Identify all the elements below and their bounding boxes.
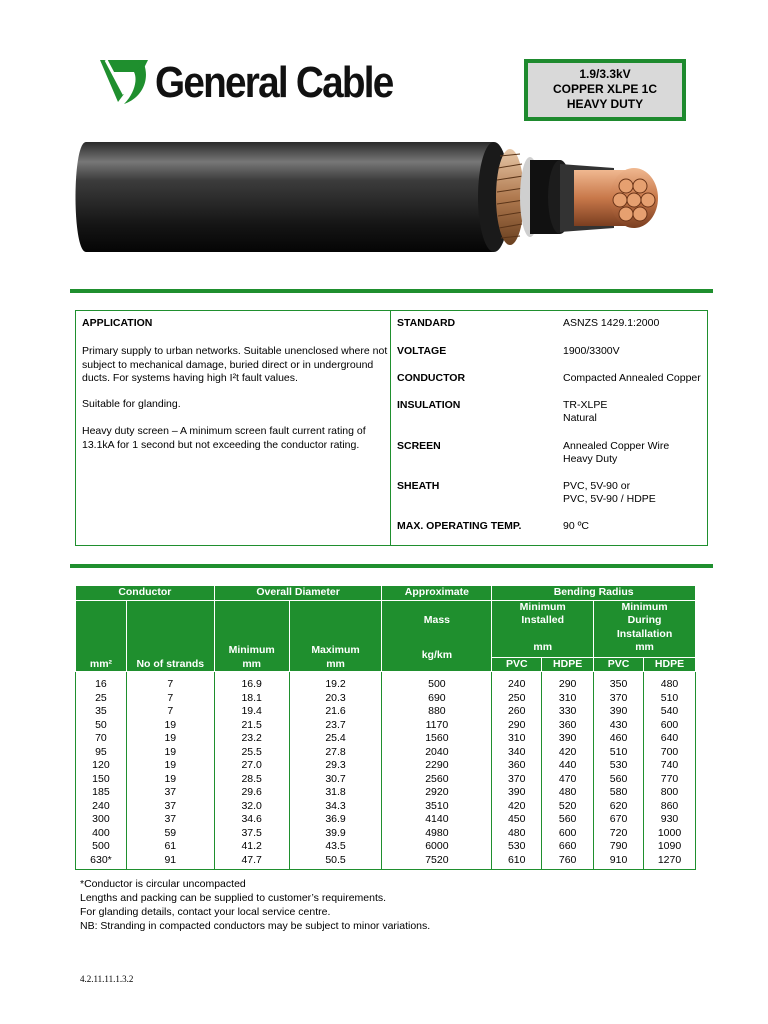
table-cell: 39.9 bbox=[289, 827, 382, 841]
table-cell: 290 bbox=[542, 672, 594, 692]
table-cell: 37 bbox=[126, 813, 214, 827]
table-cell: 690 bbox=[382, 692, 492, 706]
pvc-installed-header: PVC bbox=[492, 657, 542, 672]
spec-value: 90 ºC bbox=[563, 520, 590, 532]
table-cell: 530 bbox=[594, 759, 644, 773]
footnote: *Conductor is circular uncompacted bbox=[80, 878, 246, 890]
table-row bbox=[76, 773, 696, 787]
table-row bbox=[76, 854, 696, 870]
table-row bbox=[76, 692, 696, 706]
spec-value: 1900/3300V bbox=[563, 345, 620, 357]
table-cell: 360 bbox=[492, 759, 542, 773]
conductor-header: Conductor bbox=[76, 586, 215, 601]
table-cell: 7 bbox=[126, 672, 214, 692]
table-cell: 34.6 bbox=[214, 813, 289, 827]
table-cell: 660 bbox=[542, 840, 594, 854]
table-row bbox=[76, 705, 696, 719]
table-cell: 390 bbox=[492, 786, 542, 800]
spec-label: SCREEN bbox=[397, 440, 441, 452]
table-cell: 1560 bbox=[382, 732, 492, 746]
table-cell: 580 bbox=[594, 786, 644, 800]
min-during-installation-header: Minimum During Installation mm bbox=[594, 600, 696, 657]
table-cell: 61 bbox=[126, 840, 214, 854]
table-cell: 70 bbox=[76, 732, 127, 746]
table-cell: 740 bbox=[644, 759, 696, 773]
rating-line: 1.9/3.3kV bbox=[579, 67, 631, 81]
table-cell: 19.2 bbox=[289, 672, 382, 692]
bending-radius-header: Bending Radius bbox=[492, 586, 696, 601]
table-cell: 27.0 bbox=[214, 759, 289, 773]
spec-value: PVC, 5V-90 or bbox=[563, 480, 631, 492]
table-cell: 350 bbox=[594, 672, 644, 692]
table-cell: 37 bbox=[126, 800, 214, 814]
table-cell: 16.9 bbox=[214, 672, 289, 692]
table-cell: 59 bbox=[126, 827, 214, 841]
spec-value: Compacted Annealed Copper bbox=[563, 372, 701, 384]
table-cell: 50.5 bbox=[289, 854, 382, 870]
table-cell: 340 bbox=[492, 746, 542, 760]
spec-label: VOLTAGE bbox=[397, 345, 447, 357]
minimum-diameter-header: Minimum mm bbox=[214, 600, 289, 672]
application-heading: APPLICATION bbox=[82, 317, 153, 329]
table-row bbox=[76, 759, 696, 773]
table-cell: 860 bbox=[644, 800, 696, 814]
table-cell: 7 bbox=[126, 705, 214, 719]
spec-label: MAX. OPERATING TEMP. bbox=[397, 520, 522, 532]
table-cell: 120 bbox=[76, 759, 127, 773]
table-cell: 450 bbox=[492, 813, 542, 827]
mm2-header: mm² bbox=[76, 600, 127, 672]
product-type-line: COPPER XLPE 1C bbox=[552, 82, 658, 96]
table-row bbox=[76, 813, 696, 827]
table-cell: 700 bbox=[644, 746, 696, 760]
table-cell: 37 bbox=[126, 786, 214, 800]
table-cell: 370 bbox=[492, 773, 542, 787]
table-cell: 30.7 bbox=[289, 773, 382, 787]
table-cell: 760 bbox=[542, 854, 594, 870]
table-cell: 500 bbox=[382, 672, 492, 692]
table-cell: 19 bbox=[126, 773, 214, 787]
table-row bbox=[76, 719, 696, 733]
specification-panel bbox=[75, 310, 708, 546]
table-row bbox=[76, 786, 696, 800]
table-cell: 510 bbox=[594, 746, 644, 760]
table-cell: 27.8 bbox=[289, 746, 382, 760]
brand-name: General Cable bbox=[155, 58, 393, 107]
document-number: 4.2.11.11.1.3.2 bbox=[80, 974, 134, 984]
spec-label: INSULATION bbox=[397, 399, 461, 411]
table-row bbox=[76, 840, 696, 854]
table-cell: 47.7 bbox=[214, 854, 289, 870]
table-cell: 500 bbox=[76, 840, 127, 854]
spec-value: PVC, 5V-90 / HDPE bbox=[563, 493, 656, 505]
application-text: Primary supply to urban networks. Suitable unenclosed where not subject to mechanical damage, buried direct or in underground ducts. For systems having high I²t fault values. bbox=[82, 345, 388, 384]
table-cell: 185 bbox=[76, 786, 127, 800]
table-cell: 21.6 bbox=[289, 705, 382, 719]
table-cell: 25 bbox=[76, 692, 127, 706]
table-cell: 19 bbox=[126, 746, 214, 760]
table-cell: 25.4 bbox=[289, 732, 382, 746]
table-cell: 430 bbox=[594, 719, 644, 733]
table-cell: 910 bbox=[594, 854, 644, 870]
table-cell: 480 bbox=[542, 786, 594, 800]
table-cell: 360 bbox=[542, 719, 594, 733]
table-cell: 370 bbox=[594, 692, 644, 706]
table-cell: 150 bbox=[76, 773, 127, 787]
table-cell: 310 bbox=[492, 732, 542, 746]
spec-value: Natural bbox=[563, 412, 597, 424]
table-cell: 1090 bbox=[644, 840, 696, 854]
glanding-text: Suitable for glanding. bbox=[82, 398, 181, 410]
pvc-during-header: PVC bbox=[594, 657, 644, 672]
footnote: For glanding details, contact your local service centre. bbox=[80, 906, 331, 918]
spec-value: ASNZS 1429.1:2000 bbox=[563, 317, 660, 329]
table-cell: 2560 bbox=[382, 773, 492, 787]
spec-label: SHEATH bbox=[397, 480, 440, 492]
panel-divider bbox=[390, 311, 391, 545]
table-cell: 2290 bbox=[382, 759, 492, 773]
screen-text: Heavy duty screen – A minimum screen fault current rating of 13.1kA for 1 second but not exceeding the conductor rating. bbox=[82, 425, 366, 451]
table-cell: 440 bbox=[542, 759, 594, 773]
table-cell: 20.3 bbox=[289, 692, 382, 706]
table-cell: 37.5 bbox=[214, 827, 289, 841]
table-cell: 540 bbox=[644, 705, 696, 719]
table-row bbox=[76, 672, 696, 692]
hdpe-during-header: HDPE bbox=[644, 657, 696, 672]
table-cell: 880 bbox=[382, 705, 492, 719]
hdpe-installed-header: HDPE bbox=[542, 657, 594, 672]
spec-value: Annealed Copper Wire bbox=[563, 440, 670, 452]
section-divider bbox=[70, 564, 713, 568]
table-cell: 400 bbox=[76, 827, 127, 841]
table-cell: 530 bbox=[492, 840, 542, 854]
table-cell: 1170 bbox=[382, 719, 492, 733]
spec-value: TR-XLPE bbox=[563, 399, 608, 411]
table-row bbox=[76, 827, 696, 841]
table-cell: 43.5 bbox=[289, 840, 382, 854]
table-cell: 240 bbox=[492, 672, 542, 692]
table-cell: 600 bbox=[644, 719, 696, 733]
table-cell: 1000 bbox=[644, 827, 696, 841]
table-cell: 19 bbox=[126, 732, 214, 746]
table-cell: 720 bbox=[594, 827, 644, 841]
table-cell: 19 bbox=[126, 719, 214, 733]
general-cable-logo bbox=[98, 54, 393, 107]
table-cell: 32.0 bbox=[214, 800, 289, 814]
table-cell: 95 bbox=[76, 746, 127, 760]
table-cell: 480 bbox=[644, 672, 696, 692]
table-cell: 630* bbox=[76, 854, 127, 870]
table-cell: 290 bbox=[492, 719, 542, 733]
table-cell: 510 bbox=[644, 692, 696, 706]
table-cell: 330 bbox=[542, 705, 594, 719]
footnotes bbox=[80, 877, 430, 933]
section-divider bbox=[70, 289, 713, 293]
table-cell: 29.6 bbox=[214, 786, 289, 800]
cable-data-table bbox=[75, 585, 696, 870]
table-cell: 36.9 bbox=[289, 813, 382, 827]
footnote: Lengths and packing can be supplied to customer’s requirements. bbox=[80, 892, 387, 904]
table-cell: 620 bbox=[594, 800, 644, 814]
table-cell: 260 bbox=[492, 705, 542, 719]
cable-illustration bbox=[74, 138, 664, 263]
table-cell: 930 bbox=[644, 813, 696, 827]
table-cell: 34.3 bbox=[289, 800, 382, 814]
table-cell: 670 bbox=[594, 813, 644, 827]
table-cell: 35 bbox=[76, 705, 127, 719]
table-cell: 420 bbox=[492, 800, 542, 814]
spec-label: STANDARD bbox=[397, 317, 456, 329]
table-cell: 7 bbox=[126, 692, 214, 706]
table-cell: 28.5 bbox=[214, 773, 289, 787]
table-cell: 23.7 bbox=[289, 719, 382, 733]
table-cell: 16 bbox=[76, 672, 127, 692]
table-cell: 7520 bbox=[382, 854, 492, 870]
table-cell: 390 bbox=[594, 705, 644, 719]
table-cell: 300 bbox=[76, 813, 127, 827]
table-cell: 560 bbox=[594, 773, 644, 787]
table-cell: 790 bbox=[594, 840, 644, 854]
table-cell: 390 bbox=[542, 732, 594, 746]
table-cell: 91 bbox=[126, 854, 214, 870]
strands-header: No of strands bbox=[126, 600, 214, 672]
table-cell: 250 bbox=[492, 692, 542, 706]
table-cell: 41.2 bbox=[214, 840, 289, 854]
table-cell: 18.1 bbox=[214, 692, 289, 706]
table-cell: 770 bbox=[644, 773, 696, 787]
table-row bbox=[76, 732, 696, 746]
table-cell: 560 bbox=[542, 813, 594, 827]
table-cell: 50 bbox=[76, 719, 127, 733]
spec-value: Heavy Duty bbox=[563, 453, 618, 465]
overall-diameter-header: Overall Diameter bbox=[214, 586, 382, 601]
spec-label: CONDUCTOR bbox=[397, 372, 466, 384]
table-cell: 480 bbox=[492, 827, 542, 841]
min-installed-header: Minimum Installed mm bbox=[492, 600, 594, 657]
table-cell: 240 bbox=[76, 800, 127, 814]
table-cell: 1270 bbox=[644, 854, 696, 870]
table-cell: 610 bbox=[492, 854, 542, 870]
table-cell: 420 bbox=[542, 746, 594, 760]
table-cell: 4140 bbox=[382, 813, 492, 827]
table-cell: 19.4 bbox=[214, 705, 289, 719]
table-cell: 470 bbox=[542, 773, 594, 787]
table-cell: 21.5 bbox=[214, 719, 289, 733]
table-row bbox=[76, 800, 696, 814]
table-cell: 3510 bbox=[382, 800, 492, 814]
table-cell: 310 bbox=[542, 692, 594, 706]
duty-line: HEAVY DUTY bbox=[566, 97, 644, 111]
table-cell: 460 bbox=[594, 732, 644, 746]
table-cell: 19 bbox=[126, 759, 214, 773]
table-cell: 6000 bbox=[382, 840, 492, 854]
maximum-diameter-header: Maximum mm bbox=[289, 600, 382, 672]
table-cell: 800 bbox=[644, 786, 696, 800]
table-row bbox=[76, 746, 696, 760]
table-cell: 640 bbox=[644, 732, 696, 746]
footnote: NB: Stranding in compacted conductors may be subject to minor variations. bbox=[80, 920, 431, 932]
logo-mark-icon bbox=[98, 54, 150, 106]
table-cell: 31.8 bbox=[289, 786, 382, 800]
table-cell: 600 bbox=[542, 827, 594, 841]
table-cell: 2040 bbox=[382, 746, 492, 760]
table-cell: 520 bbox=[542, 800, 594, 814]
approximate-header: Approximate bbox=[382, 586, 492, 601]
table-cell: 29.3 bbox=[289, 759, 382, 773]
product-rating-box bbox=[524, 59, 686, 121]
table-cell: 4980 bbox=[382, 827, 492, 841]
table-cell: 25.5 bbox=[214, 746, 289, 760]
table-cell: 2920 bbox=[382, 786, 492, 800]
mass-header: Mass kg/km bbox=[382, 600, 492, 672]
table-cell: 23.2 bbox=[214, 732, 289, 746]
